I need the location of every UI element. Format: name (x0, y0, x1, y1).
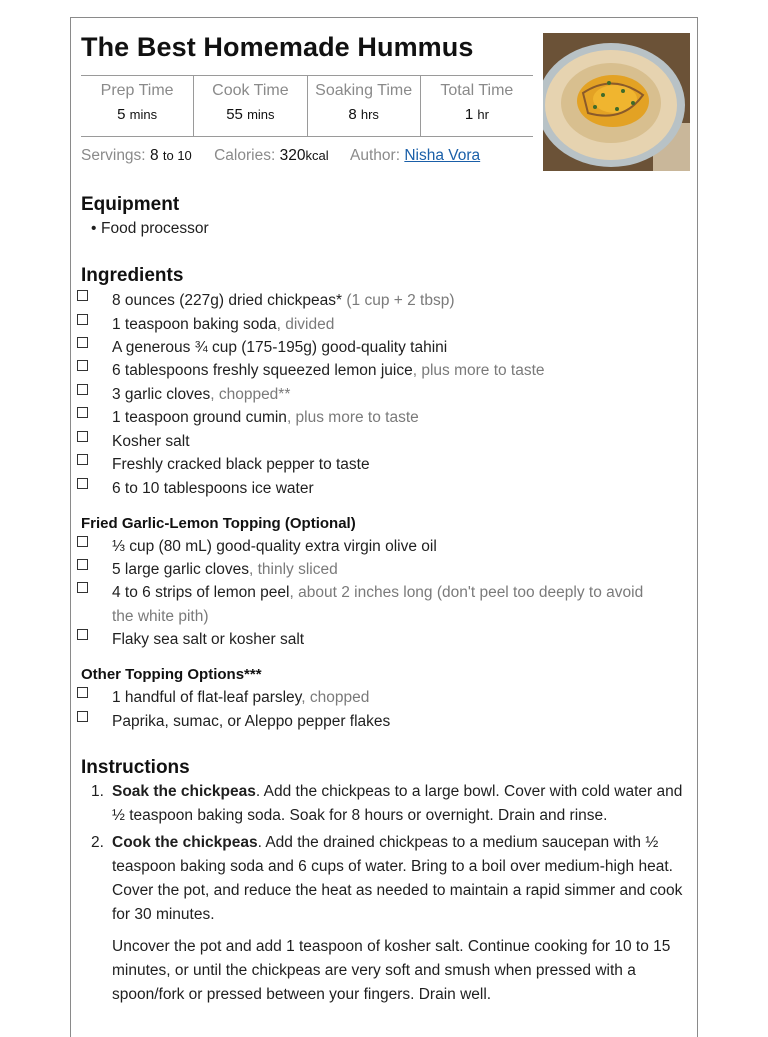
ingredient-checkbox[interactable] (77, 454, 88, 465)
stat-value (81, 106, 193, 123)
servings-label: Servings: (81, 147, 146, 164)
stat-label: Soaking Time (315, 82, 413, 99)
ingredient-checkbox[interactable] (77, 478, 88, 489)
step-lead: Soak the chickpeas (112, 783, 256, 800)
ingredient-note: , chopped** (210, 386, 291, 403)
stat-unit: mins (129, 107, 158, 122)
topping-heading: Fried Garlic-Lemon Topping (Optional) (81, 515, 356, 532)
step-text: . Add the chickpeas to a large bowl. Cover with cold water and ½ teaspoon baking soda. Soak for 8 hours or overnight. Drain and rinse. (112, 783, 683, 824)
stat-label: Total Time (440, 82, 514, 99)
ingredient-checkbox[interactable] (77, 687, 88, 698)
ingredient-text: Paprika, sumac, or Aleppo pepper flakes (112, 713, 391, 730)
ingredient-note: (1 cup + 2 tbsp) (342, 292, 455, 309)
stat-number: 8 (348, 106, 357, 123)
step-number: 2. (91, 834, 104, 851)
ingredient-text: Flaky sea salt or kosher salt (112, 631, 305, 648)
hummus-photo (543, 33, 690, 171)
hummus-image (543, 33, 690, 171)
ingredient-text: ⅓ cup (80 mL) good-quality extra virgin olive oil (112, 538, 437, 555)
stat-label: Prep Time (100, 82, 174, 99)
recipe-title: The Best Homemade Hummus (81, 32, 474, 62)
stat-value (194, 106, 306, 123)
ingredient-text: 5 large garlic cloves (112, 561, 249, 578)
instructions-heading: Instructions (81, 757, 190, 778)
ingredient-text: A generous ¾ cup (175-195g) good-quality tahini (112, 339, 448, 356)
step-lead: Cook the chickpeas (112, 834, 258, 851)
ingredient-note: , about 2 inches long (don't peel too deeply to avoid the white pith) (112, 584, 644, 625)
calories-value: 320 (279, 147, 306, 164)
equipment-item: • Food processor (101, 220, 209, 238)
stat-value (308, 106, 420, 123)
recipe-card (70, 17, 698, 1037)
ingredient-note: , thinly sliced (248, 561, 338, 578)
stat-label: Cook Time (212, 82, 289, 99)
step-extra-text: Uncover the pot and add 1 teaspoon of kosher salt. Continue cooking for 10 to 15 minutes, or until the chickpeas are very soft and smush when pressed with a spoon/fork or pressed between your fingers. Drain well. (112, 938, 671, 1003)
equipment-heading: Equipment (81, 194, 180, 215)
step-number: 1. (91, 783, 104, 800)
calories-unit: kcal (305, 148, 329, 163)
ingredient-checkbox[interactable] (77, 431, 88, 442)
ingredient-text: 6 tablespoons freshly squeezed lemon juice (112, 362, 413, 379)
ingredient-note: , plus more to taste (286, 409, 419, 426)
ingredient-text: Freshly cracked black pepper to taste (112, 456, 370, 473)
ingredient-checkbox[interactable] (77, 360, 88, 371)
ingredient-text: 3 garlic cloves (112, 386, 211, 403)
calories-label: Calories: (214, 147, 276, 164)
ingredient-checkbox[interactable] (77, 384, 88, 395)
ingredient-note: , chopped (301, 689, 370, 706)
ingredient-text: 1 teaspoon ground cumin (112, 409, 287, 426)
ingredient-checkbox[interactable] (77, 559, 88, 570)
stat-unit: hrs (360, 107, 379, 122)
ingredient-checkbox[interactable] (77, 711, 88, 722)
instruction-paragraph (81, 935, 691, 1007)
stat-number: 5 (117, 106, 126, 123)
servings-unit: to 10 (162, 148, 192, 163)
ingredient-checkbox[interactable] (77, 290, 88, 301)
ingredient-checkbox[interactable] (77, 582, 88, 593)
author-label: Author: (350, 147, 401, 164)
instruction-step (81, 780, 691, 828)
ingredient-checkbox[interactable] (77, 337, 88, 348)
ingredient-checkbox[interactable] (77, 629, 88, 640)
stat-value (421, 106, 533, 123)
ingredient-checkbox[interactable] (77, 314, 88, 325)
stat-soaking-time (307, 76, 420, 136)
servings-value: 8 (149, 147, 159, 164)
ingredient-text: 4 to 6 strips of lemon peel (112, 584, 290, 601)
ingredient-text: 1 teaspoon baking soda (112, 316, 277, 333)
instruction-step (81, 831, 691, 927)
ingredient-checkbox[interactable] (77, 536, 88, 547)
ingredients-heading: Ingredients (81, 265, 184, 286)
stat-total-time (420, 76, 533, 136)
ingredient-checkbox[interactable] (77, 407, 88, 418)
ingredient-note: , plus more to taste (412, 362, 545, 379)
ingredient-text: 6 to 10 tablespoons ice water (112, 480, 314, 497)
step-text: . Add the drained chickpeas to a medium saucepan with ½ teaspoon baking soda and 6 cups of water. Bring to a boil over medium-high heat. Cover the pot, and reduce the heat as needed to maintain a rapid simmer and cook for 30 minutes. (112, 834, 683, 923)
stat-prep-time (81, 76, 193, 136)
stat-unit: hr (477, 107, 489, 122)
other-toppings-heading: Other Topping Options*** (81, 666, 262, 683)
stat-number: 1 (464, 106, 474, 123)
stat-unit: mins (247, 107, 275, 122)
ingredient-text: 1 handful of flat-leaf parsley (112, 689, 302, 706)
stat-cook-time (193, 76, 306, 136)
ingredient-text: 8 ounces (227g) dried chickpeas* (112, 292, 343, 309)
recipe-times (81, 75, 533, 137)
stat-number: 55 (226, 106, 243, 123)
author-link[interactable]: Nisha Vora (404, 147, 481, 164)
ingredient-text: Kosher salt (112, 433, 190, 450)
recipe-meta (81, 147, 480, 165)
ingredient-note: , divided (276, 316, 335, 333)
